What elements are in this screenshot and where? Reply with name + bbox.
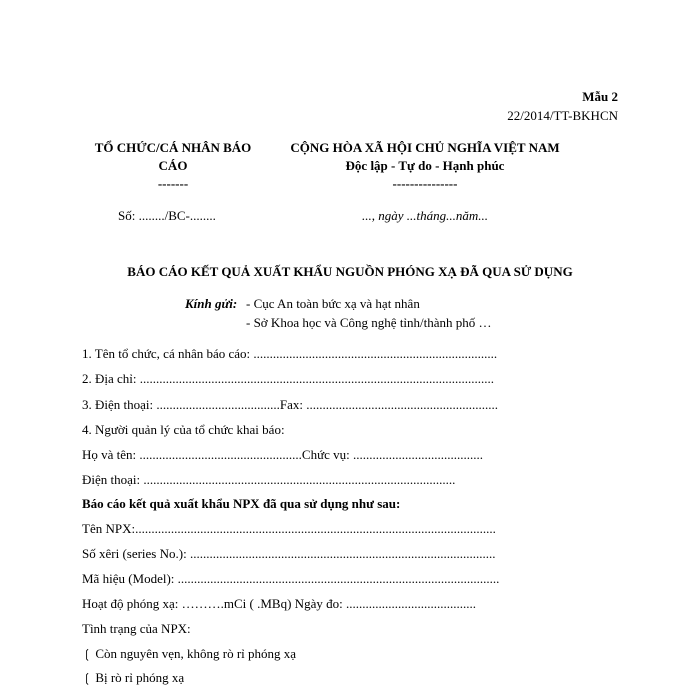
field-manager-name: Họ và tên: ..................................................Chức vụ: ........................................ (82, 447, 484, 462)
status-option-intact[interactable] (82, 646, 296, 662)
circular-number: 22/2014/TT-BKHCN (507, 108, 618, 123)
report-heading: Báo cáo kết quả xuất khẩu NPX đã qua sử dụng như sau: (82, 496, 401, 511)
recipient-line2: - Sở Khoa học và Công nghệ tỉnh/thành phố … (246, 315, 492, 330)
status-option-intact-label: Còn nguyên vẹn, không rò rỉ phóng xạ (95, 646, 297, 661)
recipient-label: Kính gửi: (185, 296, 238, 311)
date-line: ..., ngày ...tháng...năm... (361, 208, 489, 223)
field-serial: Số xêri (series No.): .............................................................................................. (82, 546, 496, 561)
recipient-line1: - Cục An toàn bức xạ và hạt nhân (246, 296, 420, 311)
republic-title: CỘNG HÒA XÃ HỘI CHỦ NGHĨA VIỆT NAM (290, 140, 560, 155)
report-title: BÁO CÁO KẾT QUẢ XUẤT KHẨU NGUỒN PHÓNG XẠ ĐÃ QUA SỬ DỤNG (127, 264, 573, 279)
national-motto: Độc lập - Tự do - Hạnh phúc (345, 158, 505, 173)
field-org-name: 1. Tên tổ chức, cá nhân báo cáo: ........................................................................... (82, 346, 498, 361)
left-dash: ------- (157, 176, 189, 191)
document-number: Số: ......../BC-........ (118, 208, 216, 223)
field-address: 2. Địa chỉ: ............................................................................................................. (82, 371, 495, 386)
field-activity: Hoạt độ phóng xạ: ……….mCi ( .MBq) Ngày đo: ........................................ (82, 596, 476, 611)
field-phone-fax: 3. Điện thoại: ......................................Fax: ........................................................... (82, 397, 498, 412)
checkbox-icon: ❲ (82, 671, 93, 685)
checkbox-icon: ❲ (82, 647, 93, 661)
field-manager-heading: 4. Người quản lý của tổ chức khai báo: (82, 422, 285, 437)
org-name-line1: TỔ CHỨC/CÁ NHÂN BÁO (94, 140, 252, 155)
field-manager-phone: Điện thoại: ................................................................................................ (82, 472, 456, 487)
right-dash: --------------- (392, 176, 458, 191)
status-option-leaking-label: Bị rò rỉ phóng xạ (95, 670, 185, 685)
status-heading: Tình trạng của NPX: (82, 621, 191, 636)
org-name-line2: CÁO (158, 158, 188, 173)
form-number: Mẫu 2 (582, 89, 618, 104)
field-model: Mã hiệu (Model): ................................................................................................... (82, 571, 500, 586)
field-npx-name: Tên NPX:............................................................................................................... (82, 521, 496, 536)
status-option-leaking[interactable] (82, 670, 184, 686)
